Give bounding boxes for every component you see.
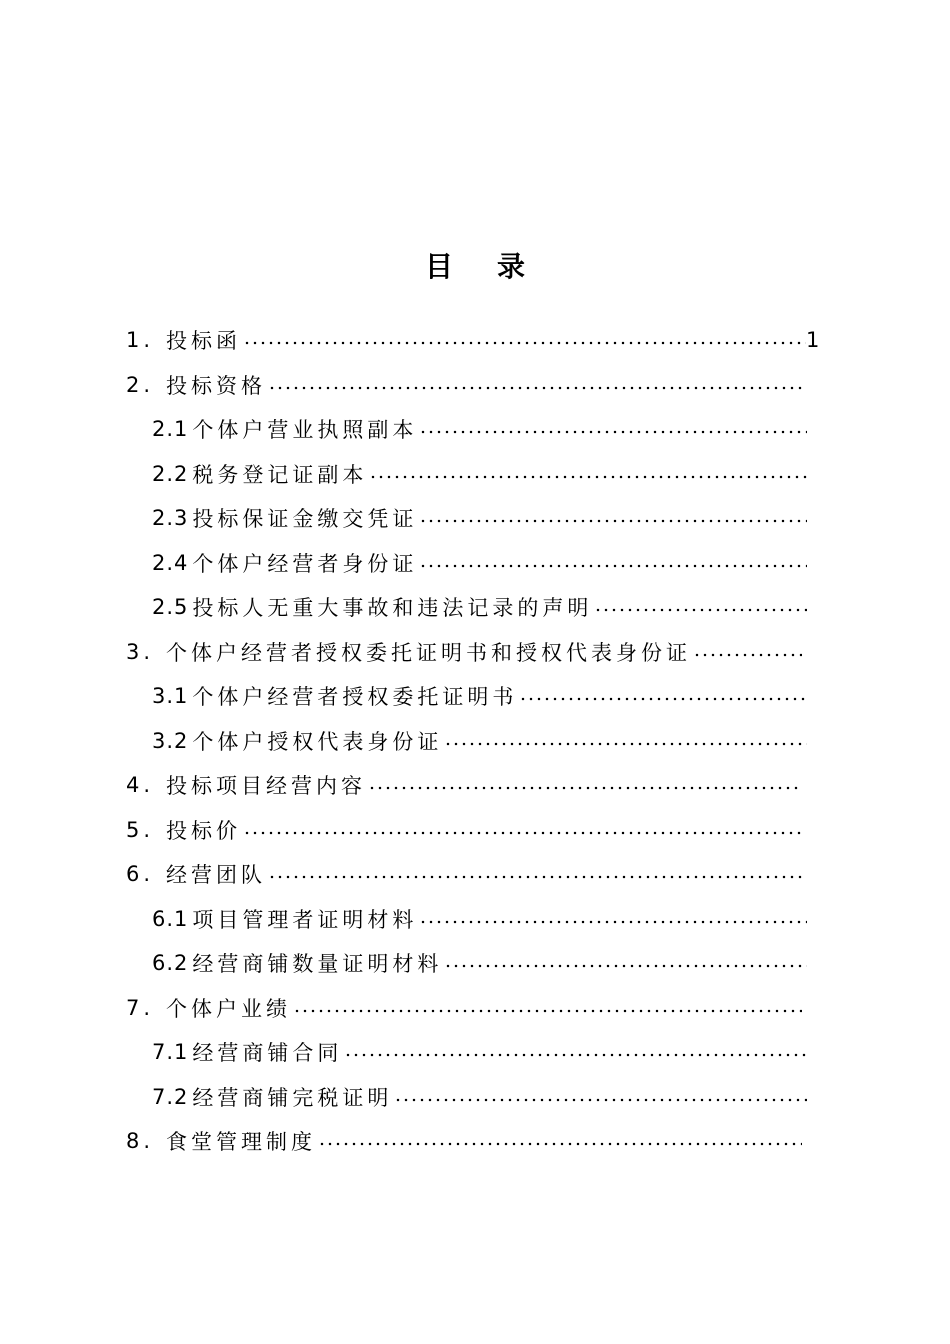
toc-entry-title: 经营商铺合同 (192, 1041, 343, 1066)
toc-entry-number: 4. (126, 773, 155, 798)
toc-dot-leader (268, 875, 802, 879)
toc-dot-leader (243, 341, 806, 345)
toc-entry-number: 2. (126, 372, 155, 397)
toc-entry-title: 个体户营业执照副本 (192, 418, 418, 443)
toc-entry-title: 投标保证金缴交凭证 (192, 507, 418, 532)
toc-entry-title: 投标人无重大事故和违法记录的声明 (192, 596, 593, 621)
toc-entry-number: 2.4 (152, 550, 189, 575)
toc-dot-leader (419, 920, 807, 924)
toc-entry-number: 6.1 (152, 906, 189, 931)
toc-dot-leader (344, 1053, 807, 1057)
toc-entry-number: 3.1 (152, 684, 189, 709)
toc-dot-leader (693, 653, 802, 657)
toc-dot-leader (444, 742, 807, 746)
toc-entry[interactable] (0, 808, 950, 853)
toc-entry[interactable] (0, 1030, 950, 1075)
toc-entry-title: 个体户授权代表身份证 (192, 729, 443, 754)
toc-entry-number: 6. (126, 862, 155, 887)
page-title (0, 247, 950, 287)
toc-entry-number: 2.5 (152, 595, 189, 620)
toc-dot-leader (419, 430, 807, 434)
table-of-contents (0, 318, 950, 1164)
toc-entry-number: 3.2 (152, 728, 189, 753)
toc-dot-leader (594, 608, 807, 612)
toc-entry-title: 经营商铺完税证明 (192, 1085, 393, 1110)
toc-entry-number: 7.2 (152, 1084, 189, 1109)
toc-entry[interactable] (0, 674, 950, 719)
toc-dot-leader (419, 564, 807, 568)
toc-entry[interactable] (0, 496, 950, 541)
toc-entry-title: 个体户经营者身份证 (192, 551, 418, 576)
toc-entry-title: 投标函 (166, 329, 241, 354)
toc-entry-title: 项目管理者证明材料 (192, 907, 418, 932)
toc-entry-number: 7.1 (152, 1040, 189, 1065)
toc-dot-leader (368, 786, 802, 790)
toc-entry-number: 2.1 (152, 417, 189, 442)
toc-dot-leader (268, 386, 802, 390)
toc-dot-leader (394, 1098, 807, 1102)
toc-dot-leader (243, 831, 802, 835)
toc-entry-number: 7. (126, 995, 155, 1020)
toc-entry[interactable] (0, 1075, 950, 1120)
toc-entry-page-number: 1 (806, 328, 820, 353)
toc-entry[interactable] (0, 630, 950, 675)
toc-dot-leader (293, 1009, 802, 1013)
toc-entry[interactable] (0, 1119, 950, 1164)
toc-dot-leader (369, 475, 807, 479)
toc-entry[interactable] (0, 763, 950, 808)
toc-entry[interactable] (0, 318, 950, 363)
toc-entry-number: 6.2 (152, 951, 189, 976)
toc-entry-title: 投标项目经营内容 (166, 774, 366, 799)
toc-entry-title: 投标价 (166, 818, 241, 843)
toc-dot-leader (444, 964, 807, 968)
toc-entry[interactable] (0, 363, 950, 408)
toc-entry-number: 3. (126, 639, 155, 664)
toc-entry-number: 5. (126, 817, 155, 842)
page-title-char-1: 目 (424, 249, 453, 283)
toc-entry[interactable] (0, 941, 950, 986)
toc-entry-title: 食堂管理制度 (166, 1130, 316, 1155)
toc-entry[interactable] (0, 452, 950, 497)
toc-entry-title: 个体户业绩 (166, 996, 291, 1021)
toc-entry-number: 2.3 (152, 506, 189, 531)
toc-entry-number: 1. (126, 328, 155, 353)
toc-entry[interactable] (0, 719, 950, 764)
toc-entry-number: 8. (126, 1129, 155, 1154)
toc-entry-title: 个体户经营者授权委托证明书 (192, 685, 518, 710)
toc-entry-title: 经营团队 (166, 863, 266, 888)
toc-entry-title: 税务登记证副本 (192, 462, 368, 487)
toc-entry[interactable] (0, 585, 950, 630)
toc-entry[interactable] (0, 852, 950, 897)
toc-dot-leader (318, 1142, 802, 1146)
toc-entry-title: 经营商铺数量证明材料 (192, 952, 443, 977)
toc-entry-number: 2.2 (152, 461, 189, 486)
page-title-char-2: 录 (497, 249, 526, 283)
toc-entry[interactable] (0, 897, 950, 942)
toc-entry[interactable] (0, 541, 950, 586)
toc-entry-title: 个体户经营者授权委托证明书和授权代表身份证 (166, 640, 691, 665)
toc-dot-leader (419, 519, 807, 523)
toc-entry[interactable] (0, 986, 950, 1031)
toc-entry[interactable] (0, 407, 950, 452)
toc-dot-leader (519, 697, 807, 701)
toc-entry-title: 投标资格 (166, 373, 266, 398)
